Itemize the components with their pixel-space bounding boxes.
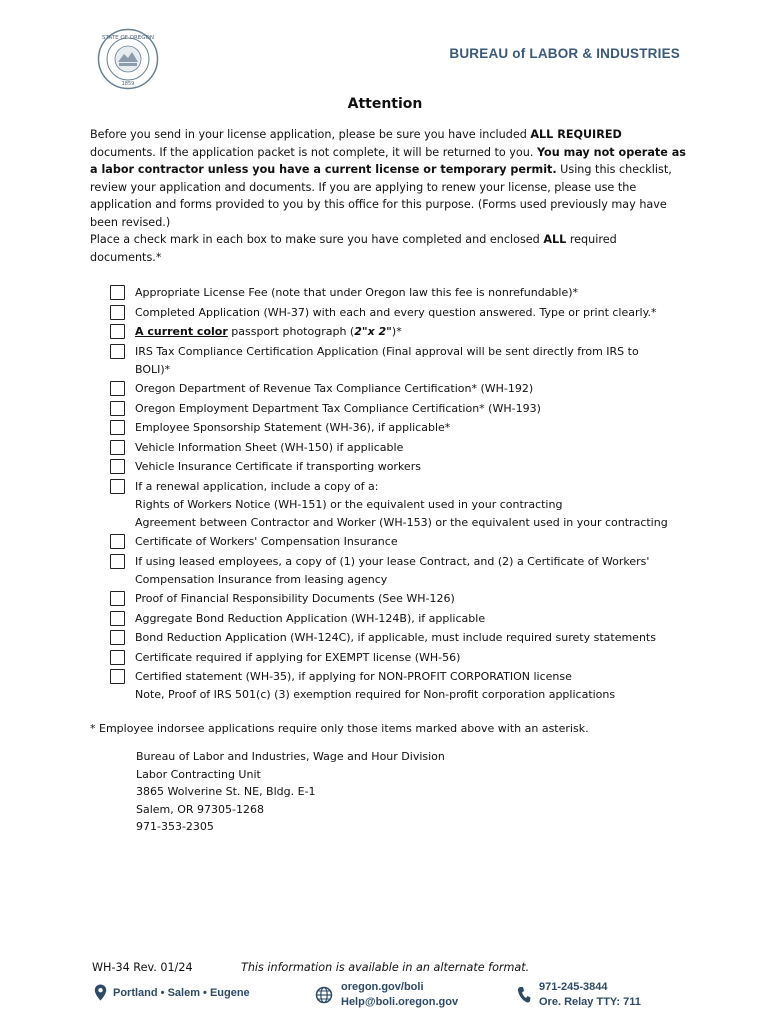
footer-phone (517, 980, 641, 1010)
photo-text: )* (391, 325, 402, 338)
footer-locations (94, 984, 250, 1001)
agency-name: BUREAU of LABOR & INDUSTRIES (449, 46, 680, 61)
intro-emphasis: ALL REQUIRED (530, 128, 622, 141)
checklist-item (110, 323, 690, 341)
checklist-item (110, 533, 690, 551)
checklist-label: Bond Reduction Application (WH-124C), if applicable, must include required surety statements (135, 631, 656, 644)
checkbox[interactable] (110, 440, 125, 455)
checklist-label: Vehicle Insurance Certificate if transporting workers (135, 460, 421, 473)
checklist-item (110, 610, 690, 628)
instruction-paragraph (90, 231, 690, 266)
instruction-text: Place a check mark in each box to make sure you have completed and enclosed (90, 233, 544, 246)
checkbox[interactable] (110, 479, 125, 494)
checklist-label: Oregon Department of Revenue Tax Compliance Certification* (WH-192) (135, 382, 534, 395)
photo-emphasis: A current color (135, 325, 228, 338)
checkbox[interactable] (110, 381, 125, 396)
checklist-item (110, 458, 690, 476)
checklist-item (110, 478, 690, 532)
checklist-item (110, 400, 690, 418)
checklist-label (135, 323, 402, 341)
phone-icon (517, 986, 531, 1004)
checklist-item (110, 649, 690, 667)
checklist-label: BOLI)* (135, 362, 171, 376)
checklist-item (110, 668, 690, 704)
intro-paragraph (90, 126, 690, 232)
locations-text: Portland • Salem • Eugene (113, 986, 250, 999)
intro-text: documents. If the application packet is not complete, it will be returned to you. (90, 145, 537, 159)
checklist-item (110, 284, 690, 302)
checkbox[interactable] (110, 591, 125, 606)
checklist-label: Agreement between Contractor and Worker (WH-153) or the equivalent used in your contracting (135, 515, 668, 529)
page-title: Attention (347, 96, 423, 112)
page-footer (0, 980, 770, 1020)
checklist-label: Proof of Financial Responsibility Documents (See WH-126) (135, 592, 455, 605)
instruction-emphasis: ALL (543, 233, 567, 246)
checklist-label: If using leased employees, a copy of (1) your lease Contract, and (2) a Certificate of Workers' (135, 554, 650, 568)
website-link[interactable]: oregon.gov/boli (341, 981, 424, 993)
checklist-label: Oregon Employment Department Tax Compliance Certification* (WH-193) (135, 401, 541, 415)
checkbox[interactable] (110, 305, 125, 320)
address-phone: 971-353-2305 (136, 820, 214, 833)
checkbox[interactable] (110, 669, 125, 684)
checklist-label: Aggregate Bond Reduction Application (WH-124B), if applicable (135, 611, 486, 625)
phone-number[interactable]: 971-245-3844 (539, 981, 608, 993)
checklist-item (110, 439, 690, 457)
checkbox[interactable] (110, 534, 125, 549)
checklist-item (110, 553, 690, 589)
mailing-address (136, 748, 445, 836)
checklist-label: Note, Proof of IRS 501(c) (3) exemption required for Non-profit corporation applications (135, 688, 616, 701)
checklist-item (110, 343, 690, 379)
location-pin-icon (94, 984, 107, 1001)
checklist-label: Certificate of Workers' Compensation Insurance (135, 535, 398, 548)
relay-number: Ore. Relay TTY: 711 (539, 996, 641, 1008)
checkbox[interactable] (110, 554, 125, 569)
checkbox[interactable] (110, 630, 125, 645)
checklist-label: Rights of Workers Notice (WH-151) or the equivalent used in your contracting (135, 497, 563, 511)
checklist-item (110, 590, 690, 608)
footer-web (315, 980, 458, 1010)
checklist-label: Vehicle Information Sheet (WH-150) if applicable (135, 440, 404, 454)
alternate-format-note: This information is available in an alternate format. (241, 961, 530, 974)
checkbox[interactable] (110, 344, 125, 359)
checklist-item (110, 304, 690, 322)
checklist-label: If a renewal application, include a copy of a: (135, 479, 379, 493)
address-line: Bureau of Labor and Industries, Wage and Hour Division (136, 750, 445, 763)
form-revision: WH-34 Rev. 01/24 (92, 961, 193, 974)
oregon-state-seal (97, 28, 159, 90)
checkbox[interactable] (110, 401, 125, 416)
intro-text: Before you send in your license application, please be sure you have included (90, 128, 531, 141)
checklist-label: Completed Application (WH-37) with each and every question answered. Type or print clearly.* (135, 305, 657, 319)
seal-text: STATE OF OREGON (102, 35, 154, 41)
intro-warning: You may not operate as a labor contractor unless you have a current license or temporary permit. (90, 145, 686, 177)
address-line: Labor Contracting Unit (136, 767, 261, 781)
checklist-label: Employee Sponsorship Statement (WH-36), if applicable* (135, 421, 451, 434)
checkbox[interactable] (110, 285, 125, 300)
document-checklist (110, 284, 690, 706)
checklist-item (110, 629, 690, 647)
photo-size: 2"x 2" (354, 325, 392, 338)
checkbox[interactable] (110, 459, 125, 474)
checklist-label: Compensation Insurance from leasing agency (135, 572, 388, 586)
intro-text: Using this checklist, review your application and documents. If you are applying to renew your license, please use the application and forms provided to you by this office for this purpose. (Forms used previously may have been revised.) (90, 163, 672, 229)
globe-icon (315, 986, 333, 1004)
checkbox[interactable] (110, 611, 125, 626)
checkbox[interactable] (110, 324, 125, 339)
photo-text: passport photograph ( (227, 325, 355, 338)
checklist-label: Appropriate License Fee (note that under Oregon law this fee is nonrefundable)* (135, 286, 579, 299)
seal-year: 1859 (121, 81, 135, 87)
checklist-label: Certificate required if applying for EXEMPT license (WH-56) (135, 650, 461, 664)
address-line: Salem, OR 97305-1268 (136, 802, 265, 816)
checklist-label: Certified statement (WH-35), if applying for NON-PROFIT CORPORATION license (135, 670, 572, 683)
email-link[interactable]: Help@boli.oregon.gov (341, 996, 459, 1008)
address-line: 3865 Wolverine St. NE, Bldg. E-1 (136, 785, 316, 798)
checklist-item (110, 380, 690, 398)
checklist-item (110, 419, 690, 437)
instruction-text: required documents.* (90, 233, 617, 264)
asterisk-note: * Employee indorsee applications require only those items marked above with an asterisk. (90, 722, 589, 735)
checkbox[interactable] (110, 420, 125, 435)
checklist-label: IRS Tax Compliance Certification Application (Final approval will be sent directly from IRS to (135, 344, 639, 358)
checkbox[interactable] (110, 650, 125, 665)
